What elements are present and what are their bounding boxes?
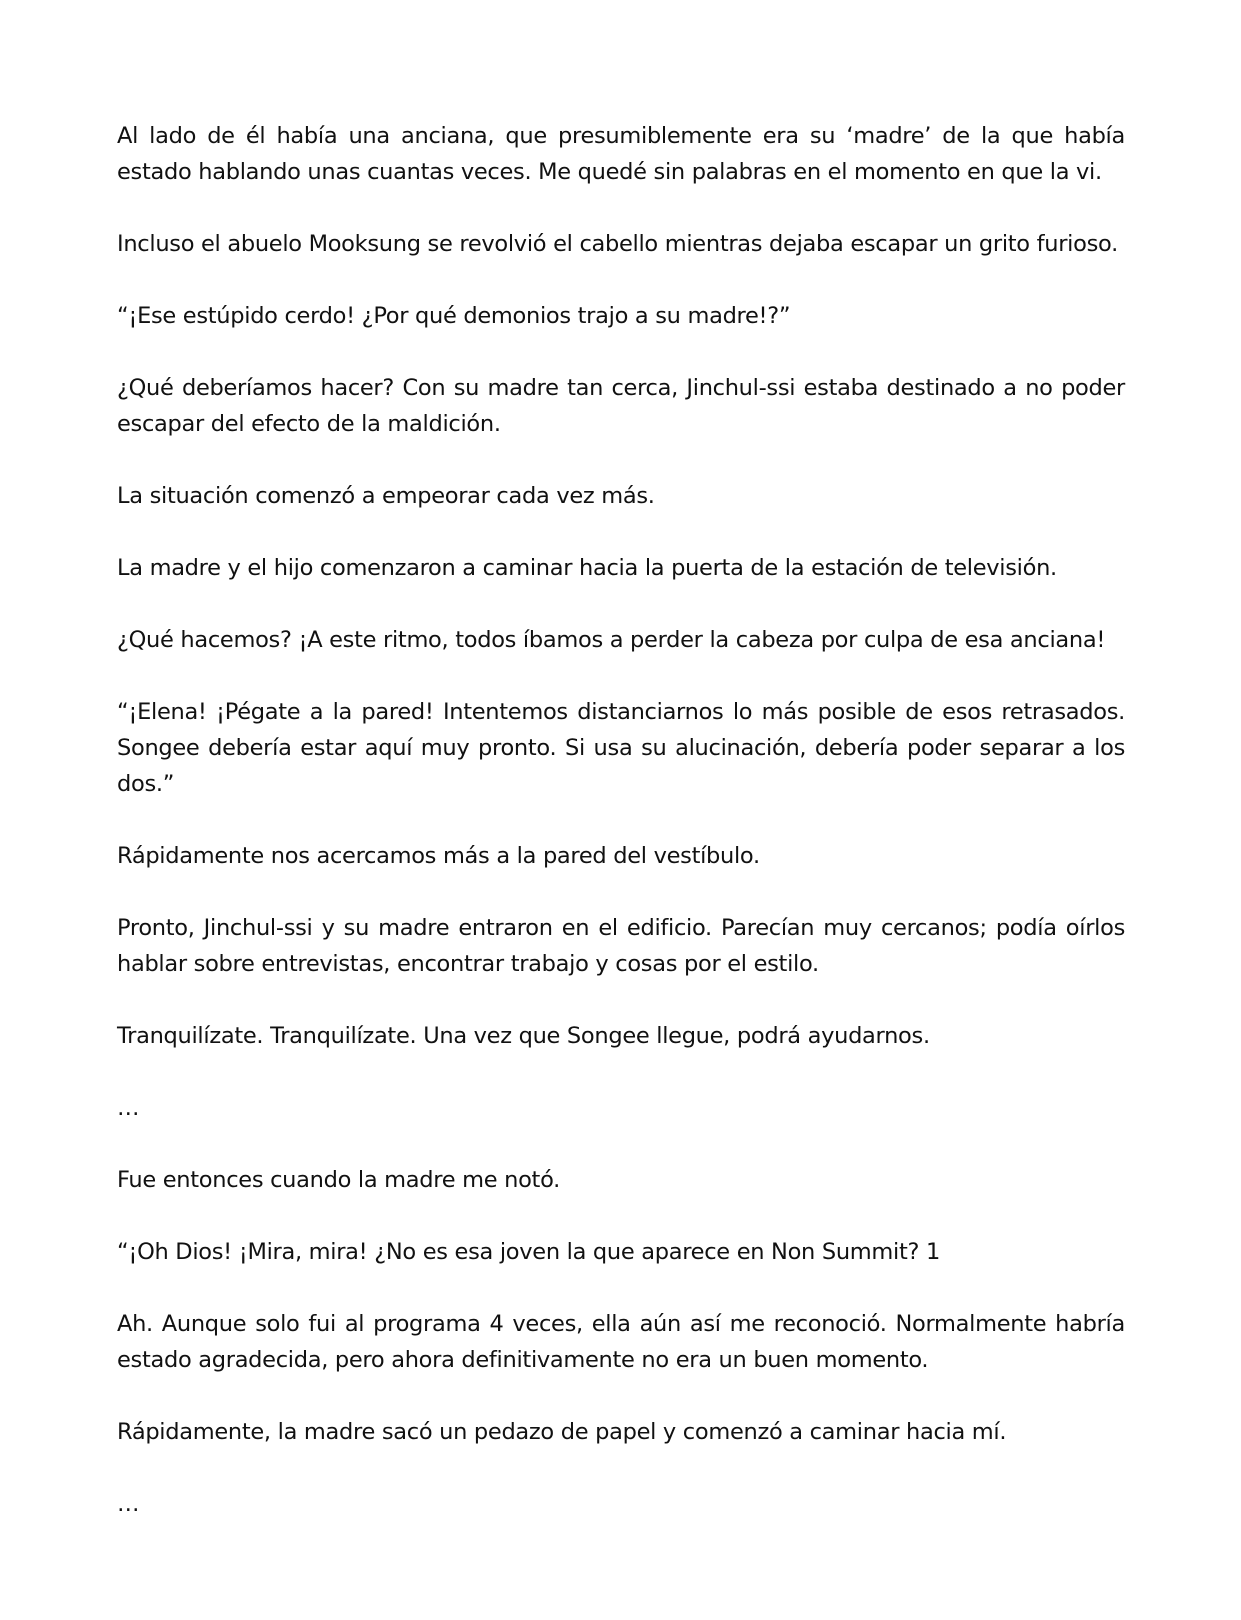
paragraph: “¡Oh Dios! ¡Mira, mira! ¿No es esa joven la que aparece en Non Summit? 1	[117, 1239, 941, 1265]
paragraph: Tranquilízate. Tranquilízate. Una vez que Songee llegue, podrá ayudarnos.	[117, 1023, 930, 1049]
paragraph: Incluso el abuelo Mooksung se revolvió el cabello mientras dejaba escapar un grito furioso.	[117, 231, 1118, 257]
document-body	[117, 118, 1125, 1558]
paragraph: …	[117, 1095, 140, 1121]
paragraph: ¿Qué deberíamos hacer? Con su madre tan cerca, Jinchul-ssi estaba destinado a no poder escapar del efecto de la maldición.	[117, 375, 1125, 437]
paragraph: “¡Ese estúpido cerdo! ¿Por qué demonios trajo a su madre!?”	[117, 303, 791, 329]
paragraph: Rápidamente nos acercamos más a la pared del vestíbulo.	[117, 843, 760, 869]
paragraph: Ah. Aunque solo fui al programa 4 veces, ella aún así me reconoció. Normalmente habría estado agradecida, pero ahora definitivamente no era un buen momento.	[117, 1311, 1125, 1373]
paragraph: Fue entonces cuando la madre me notó.	[117, 1167, 560, 1193]
paragraph: “¡Elena! ¡Pégate a la pared! Intentemos distanciarnos lo más posible de esos retrasados. Songee debería estar aquí muy pronto. Si usa su alucinación, debería poder separar a los dos.”	[117, 699, 1125, 797]
paragraph: …	[117, 1491, 140, 1517]
paragraph: La situación comenzó a empeorar cada vez más.	[117, 483, 655, 509]
paragraph: Al lado de él había una anciana, que presumiblemente era su ‘madre’ de la que había estado hablando unas cuantas veces. Me quedé sin palabras en el momento en que la vi.	[117, 123, 1125, 185]
paragraph: Pronto, Jinchul-ssi y su madre entraron en el edificio. Parecían muy cercanos; podía oírlos hablar sobre entrevistas, encontrar trabajo y cosas por el estilo.	[117, 915, 1125, 977]
paragraph: Rápidamente, la madre sacó un pedazo de papel y comenzó a caminar hacia mí.	[117, 1419, 1007, 1445]
paragraph: ¿Qué hacemos? ¡A este ritmo, todos íbamos a perder la cabeza por culpa de esa anciana!	[117, 627, 1106, 653]
paragraph: La madre y el hijo comenzaron a caminar hacia la puerta de la estación de televisión.	[117, 555, 1057, 581]
